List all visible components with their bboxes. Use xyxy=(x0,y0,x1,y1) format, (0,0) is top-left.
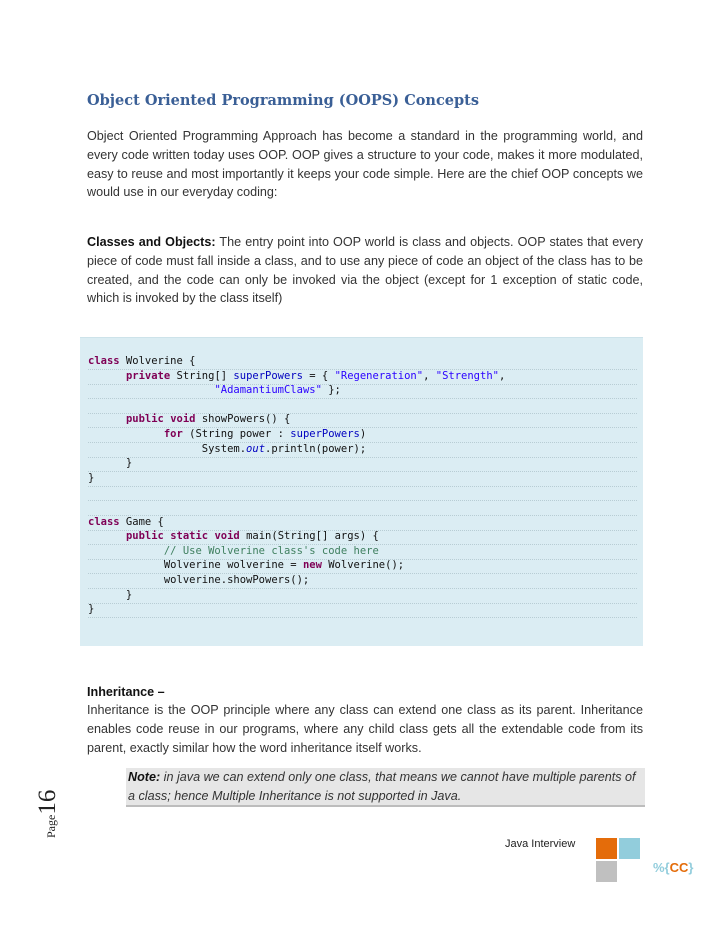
note-text: in java we can extend only one class, that means we cannot have multiple parents of a class; hence Multiple Inheritance is not supported in Java. xyxy=(128,770,636,803)
intro-paragraph: Object Oriented Programming Approach has become a standard in the programming world, and every code written today uses OOP. OOP gives a structure to your code, makes it more modulated, easy to reuse and most importantly it keeps your code simple. Here are the chief OOP concepts we would use in our everyday coding: xyxy=(87,129,643,200)
code-line: for (String power : superPowers) xyxy=(88,427,637,443)
code-line: class Game { xyxy=(88,515,637,531)
logo-close: } xyxy=(688,860,694,875)
page-number xyxy=(34,790,62,838)
code-line: } xyxy=(88,456,637,472)
logo-open: %{ xyxy=(653,860,670,875)
code-line: } xyxy=(88,471,637,487)
logo-mid: CC xyxy=(669,860,689,875)
classes-paragraph xyxy=(87,233,643,308)
code-line xyxy=(88,485,637,501)
footer-square-orange xyxy=(596,838,617,859)
note-label: Note: xyxy=(128,770,161,784)
section-heading: Object Oriented Programming (OOPS) Concepts xyxy=(87,92,479,109)
inheritance-paragraph: Inheritance is the OOP principle where any class can extend one class as its parent. Inheritance enables code reuse in our programs, where any child class gets all the extendable code from its parent, exactly similar how the word inheritance itself works. xyxy=(87,703,643,755)
classes-text: The entry point into OOP world is class and objects. OOP states that every piece of code must fall inside a class, and to use any piece of code an object of the class has to be created, and the code can only be invoked via the object (except for 1 exception of static code, which is invoked by the class itself) xyxy=(87,235,644,306)
code-line: public static void main(String[] args) { xyxy=(88,529,637,545)
code-line xyxy=(88,500,637,516)
code-line: } xyxy=(88,588,637,604)
footer-square-gray xyxy=(596,861,617,882)
footer-title: Java Interview xyxy=(505,838,576,850)
code-block xyxy=(80,337,643,646)
code-line: } xyxy=(88,602,637,618)
footer-logo xyxy=(653,860,693,875)
code-line: public void showPowers() { xyxy=(88,412,637,428)
code-line: class Wolverine { xyxy=(88,354,637,370)
code-line xyxy=(88,398,637,414)
page-label: Page xyxy=(44,814,58,838)
page-number-value: 16 xyxy=(34,789,61,815)
code-line: System.out.println(power); xyxy=(88,442,637,458)
classes-label: Classes and Objects: xyxy=(87,235,216,249)
code-line: "AdamantiumClaws" }; xyxy=(88,383,637,399)
code-line: Wolverine wolverine = new Wolverine(); xyxy=(88,558,637,574)
footer-square-blue xyxy=(619,838,640,859)
code-line: // Use Wolverine class's code here xyxy=(88,544,637,560)
code-line: wolverine.showPowers(); xyxy=(88,573,637,589)
note-box xyxy=(126,768,645,807)
code-line: private String[] superPowers = { "Regeneration", "Strength", xyxy=(88,369,637,385)
inheritance-title: Inheritance – xyxy=(87,685,165,699)
